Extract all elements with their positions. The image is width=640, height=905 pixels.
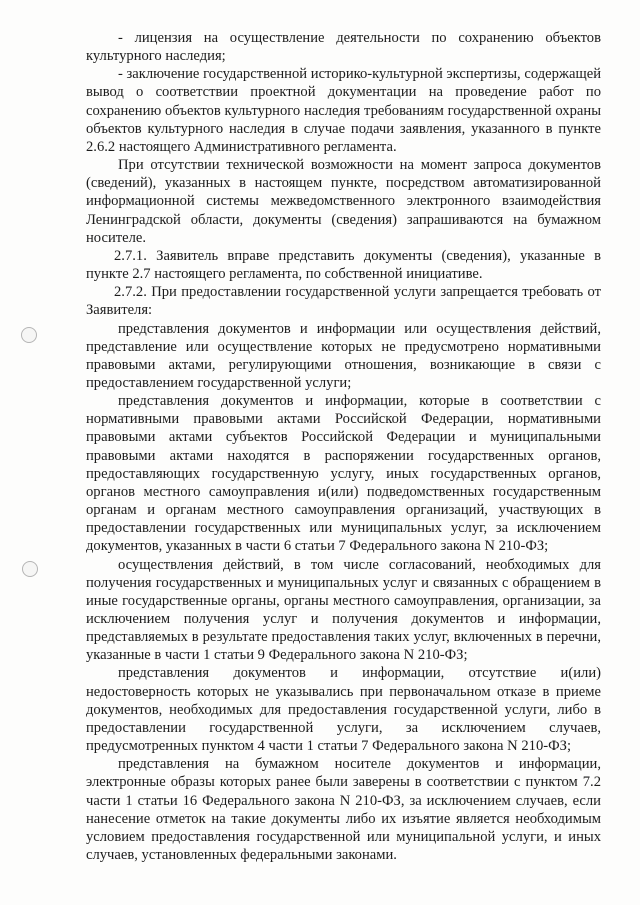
paragraph-prohibition-1: представления документов и информации или осуществления действий, представление или осуществление которых не предусмотрено нормативными правовыми актами, регулирующими отношения, возникающие в связи с предоставлением государственной услуги; [86, 320, 601, 391]
paragraph-no-technical-possibility: При отсутствии технической возможности на момент запроса документов (сведений), указанных в настоящем пункте, посредством автоматизированной информационной системы межведомственного электронного взаимодействия Ленинградской области, документы (сведения) запрашиваются на бумажном носителе. [86, 157, 601, 246]
document-body [86, 29, 601, 864]
punch-hole-mark [22, 561, 38, 577]
paragraph-2-7-1: 2.7.1. Заявитель вправе представить документы (сведения), указанные в пункте 2.7 настоящего регламента, по собственной инициативе. [86, 247, 601, 283]
paragraph-prohibition-3: осуществления действий, в том числе согласований, необходимых для получения государственных и муниципальных услуг и связанных с обращением в иные государственные органы, органы местного самоуправления, организации, за исключением получения услуг и получения документов и информации, представляемых в результате предоставления таких услуг, включенных в перечни, указанные в части 1 статьи 9 Федерального закона N 210-ФЗ; [86, 556, 601, 664]
paragraph-license: - лицензия на осуществление деятельности по сохранению объектов культурного наследия; [86, 30, 601, 65]
paragraph-prohibition-4: представления документов и информации, отсутствие и(или) недостоверность которых не указывались при первоначальном отказе в приеме документов, необходимых для предоставления государственной услуги, либо в предоставлении государственной услуги, за исключением случаев, предусмотренных пунктом 4 части 1 статьи 7 Федерального закона N 210-ФЗ; [86, 665, 601, 755]
paragraph-prohibition-5: представления на бумажном носителе документов и информации, электронные образы которых ранее были заверены в соответствии с пунктом 7.2 части 1 статьи 16 Федерального закона N 210-ФЗ, за исключением случаев, если нанесение отметок на такие документы либо их изъятие является необходимым условием предоставления государственной или муниципальной услуги, и иных случаев, установленных федеральными законами. [86, 756, 601, 864]
punch-hole-mark [21, 327, 37, 343]
paragraph-2-7-2: 2.7.2. При предоставлении государственной услуги запрещается требовать от Заявителя: [86, 284, 601, 319]
paragraph-expertise: - заключение государственной историко-культурной экспертизы, содержащей вывод о соответствии проектной документации на проведение работ по сохранению объектов культурного наследия требованиям государственной охраны объектов культурного наследия в случае подачи заявления, указанного в пункте 2.6.2 настоящего Административного регламента. [86, 66, 601, 155]
paragraph-prohibition-2: представления документов и информации, которые в соответствии с нормативными правовыми актами Российской Федерации, нормативными правовыми актами субъектов Российской Федерации и муниципальными правовыми актами находятся в распоряжении государственных органов, предоставляющих государственную услугу, иных государственных органов, органов местного самоуправления и(или) подведомственных государственным органам и органам местного самоуправления организаций, участвующих в предоставлении государственных или муниципальных услуг, за исключением документов, указанных в части 6 статьи 7 Федерального закона N 210-ФЗ; [86, 393, 601, 555]
